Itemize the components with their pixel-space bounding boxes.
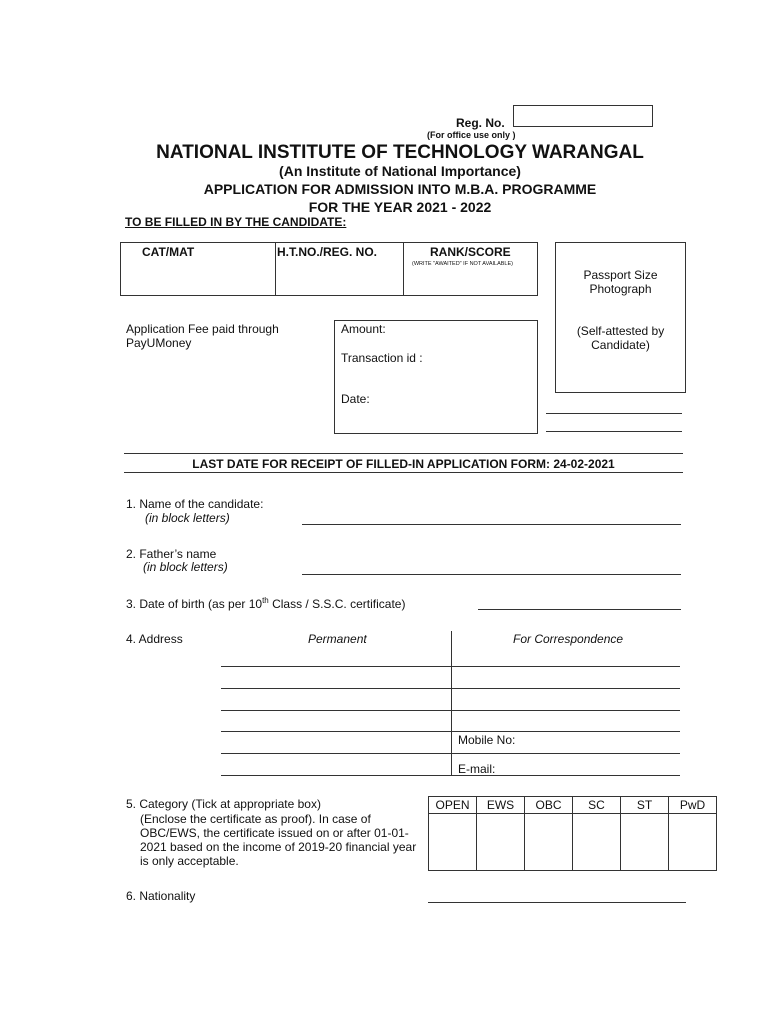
category-st-header: ST	[621, 797, 669, 814]
banner-top-rule	[124, 453, 683, 454]
category-pwd-box[interactable]	[669, 814, 717, 871]
signature-line-1[interactable]	[546, 413, 682, 414]
date-label: Date:	[341, 392, 370, 406]
dob-field[interactable]	[478, 609, 681, 610]
category-obc-box[interactable]	[525, 814, 573, 871]
amount-label: Amount:	[341, 322, 386, 336]
category-obc-header: OBC	[525, 797, 573, 814]
htno-header: H.T.NO./REG. NO.	[277, 245, 378, 259]
category-table	[428, 796, 717, 871]
application-title: APPLICATION FOR ADMISSION INTO M.B.A. PROGRAMME	[203, 181, 597, 197]
photo-box[interactable]	[555, 242, 686, 393]
address-line-1[interactable]	[221, 666, 680, 667]
category-open-header: OPEN	[429, 797, 477, 814]
photo-label-4: Candidate)	[591, 338, 650, 352]
address-line-3[interactable]	[221, 710, 680, 711]
to-be-filled-heading: TO BE FILLED IN BY THE CANDIDATE:	[125, 215, 347, 229]
mobile-label: Mobile No:	[458, 733, 516, 747]
category-note-4: is only acceptable.	[140, 854, 239, 868]
institute-subtitle: (An Institute of National Importance)	[279, 163, 521, 179]
category-sc-header: SC	[573, 797, 621, 814]
name-label: 1. Name of the candidate:	[126, 497, 264, 511]
fee-details-box	[334, 320, 538, 434]
category-note-2: OBC/EWS, the certificate issued on or after 01-01-	[140, 826, 409, 840]
fee-label-2: PayUMoney	[126, 336, 192, 350]
nationality-field[interactable]	[428, 902, 686, 903]
name-field[interactable]	[302, 524, 681, 525]
email-label: E-mail:	[458, 762, 496, 776]
office-use-note: (For office use only )	[427, 130, 516, 140]
category-note-1: (Enclose the certificate as proof). In case of	[140, 812, 371, 826]
mobile-field[interactable]	[221, 753, 680, 754]
dob-label	[126, 596, 405, 611]
category-sc-box[interactable]	[573, 814, 621, 871]
category-label: 5. Category (Tick at appropriate box)	[126, 797, 321, 811]
transaction-label: Transaction id :	[341, 351, 423, 365]
reg-no-label: Reg. No.	[456, 116, 505, 130]
email-field[interactable]	[221, 775, 680, 776]
exam-table-divider-2	[403, 242, 404, 296]
permanent-address-header: Permanent	[308, 632, 367, 646]
academic-year: FOR THE YEAR 2021 - 2022	[308, 199, 492, 215]
institute-title: NATIONAL INSTITUTE OF TECHNOLOGY WARANGAL	[156, 142, 644, 163]
dob-label-suffix: Class / S.S.C. certificate)	[268, 597, 406, 611]
father-name-hint: (in block letters)	[143, 560, 228, 574]
category-st-box[interactable]	[621, 814, 669, 871]
signature-line-2[interactable]	[546, 431, 682, 432]
fee-label-1: Application Fee paid through	[126, 322, 279, 336]
father-name-label: 2. Father’s name	[126, 547, 217, 561]
address-line-4[interactable]	[221, 731, 680, 732]
last-date-notice: LAST DATE FOR RECEIPT OF FILLED-IN APPLICATION FORM: 24-02-2021	[192, 457, 615, 471]
photo-label-2: Photograph	[589, 282, 652, 296]
rank-score-header: RANK/SCORE	[430, 245, 511, 259]
nationality-label: 6. Nationality	[126, 889, 196, 903]
cat-mat-header: CAT/MAT	[142, 245, 195, 259]
exam-table-divider-1	[275, 242, 276, 296]
address-label: 4. Address	[126, 632, 183, 646]
category-ews-header: EWS	[477, 797, 525, 814]
dob-label-prefix: 3. Date of birth (as per 10	[126, 597, 263, 611]
banner-bottom-rule	[124, 472, 683, 473]
rank-score-note: (WRITE "AWAITED" IF NOT AVAILABLE)	[412, 261, 513, 267]
category-ews-box[interactable]	[477, 814, 525, 871]
photo-label-1: Passport Size	[583, 268, 658, 282]
dob-label-sup: th	[262, 596, 269, 605]
category-open-box[interactable]	[429, 814, 477, 871]
father-name-field[interactable]	[302, 574, 681, 575]
correspondence-address-header: For Correspondence	[513, 632, 624, 646]
category-note-3: 2021 based on the income of 2019-20 financial year	[140, 840, 417, 854]
reg-no-box[interactable]	[513, 105, 653, 127]
category-pwd-header: PwD	[669, 797, 717, 814]
address-line-2[interactable]	[221, 688, 680, 689]
name-hint: (in block letters)	[145, 511, 230, 525]
photo-label-3: (Self-attested by	[576, 324, 665, 338]
